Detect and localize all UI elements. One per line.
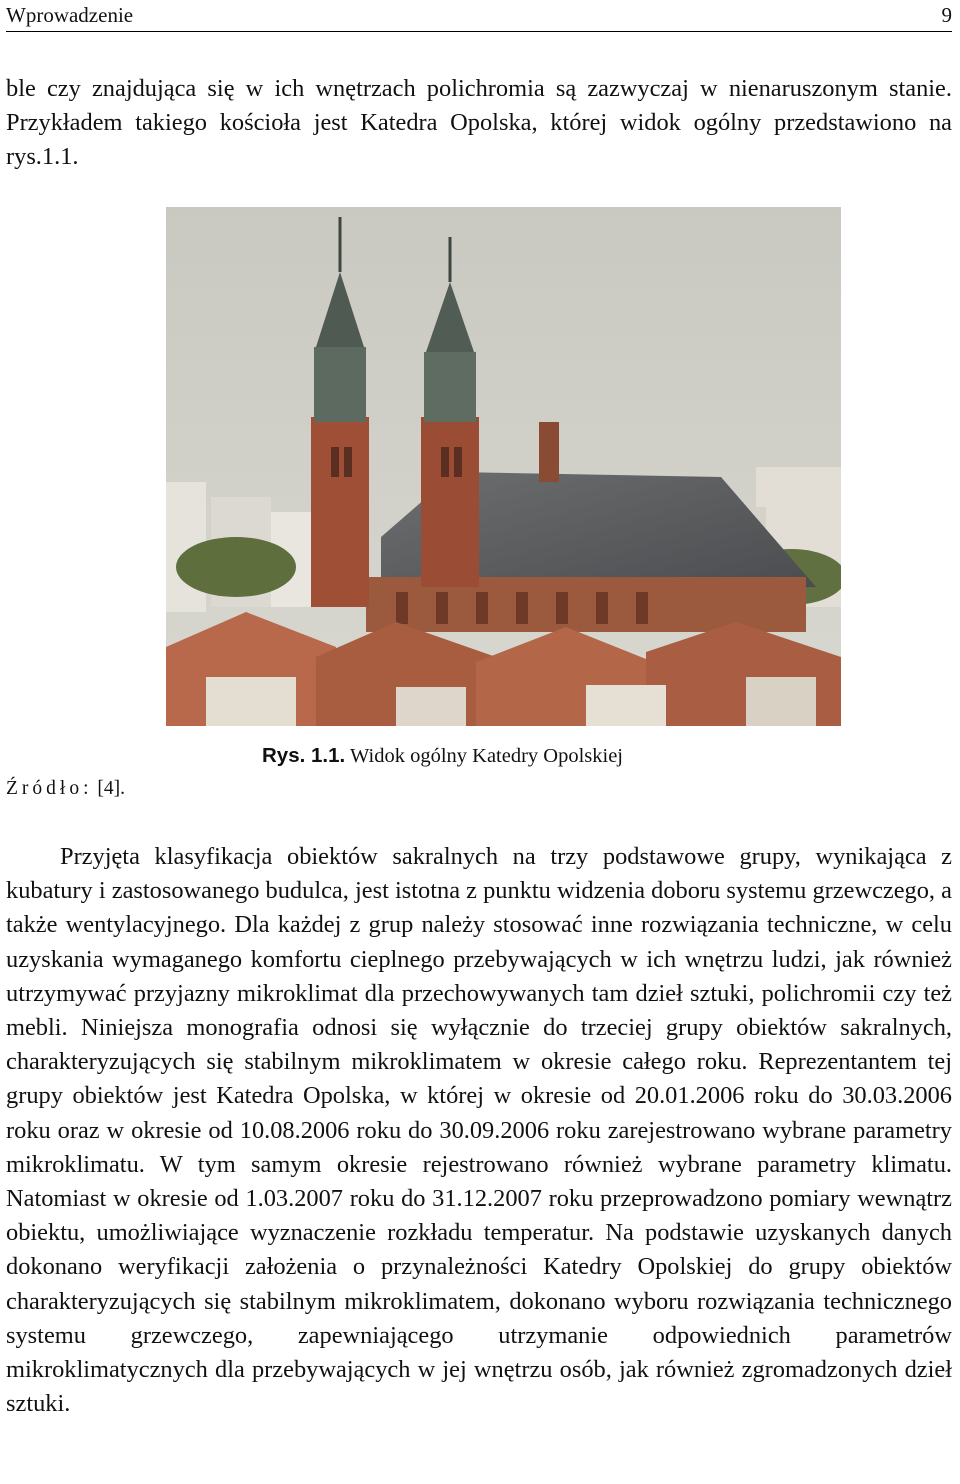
figure-source	[6, 778, 125, 800]
page-number: 9	[941, 3, 952, 27]
source-reference: [4].	[97, 778, 125, 799]
header-section-title: Wprowadzenie	[6, 3, 134, 27]
intro-paragraph: ble czy znajdująca się w ich wnętrzach polichromia są zazwyczaj w nienaruszonym stanie. Przykładem takiego kościoła jest Katedra Opolska, której widok ogólny przedstawiono na rys.1.1.	[6, 75, 952, 171]
figure-caption-label: Rys. 1.1.	[262, 744, 346, 767]
running-header	[6, 0, 952, 32]
figure-caption	[262, 744, 623, 768]
source-label: Źródło:	[6, 778, 93, 799]
cathedral-photo	[166, 207, 841, 726]
figure-caption-text: Widok ogólny Katedry Opolskiej	[349, 745, 624, 767]
main-paragraph: Przyjęta klasyfikacja obiektów sakralnych na trzy podstawowe grupy, wynikająca z kubatury i zastosowanego budulca, jest istotna z punktu widzenia doboru systemu grzewczego, a także wentylacyjnego. Dla każdej z grup należy stosować inne rozwiązania techniczne, w celu uzyskania wymaganego komfortu cieplnego przebywających w ich wnętrzu ludzi, jak również utrzymywać przyjazny mikroklimat dla przechowywanych tam dzieł sztuki, polichromii czy też mebli. Niniejsza monografia odnosi się wyłącznie do trzeciej grupy obiektów sakralnych, charakteryzujących się stabilnym mikroklimatem w okresie całego roku. Reprezentantem tej grupy obiektów jest Katedra Opolska, w której w okresie od 20.01.2006 roku do 30.03.2006 roku oraz w okresie od 10.08.2006 roku do 30.09.2006 roku zarejestrowano wybrane parametry mikroklimatu. W tym samym okresie rejestrowano również wybrane parametry klimatu. Natomiast w okresie od 1.03.2007 roku do 31.12.2007 roku przeprowadzono pomiary wewnątrz obiektu, umożliwiające wyznaczenie rozkładu temperatur. Na podstawie uzyskanych danych dokonano weryfikacji założenia o przynależności Katedry Opolskiej do grupy obiektów charakteryzujących się stabilnym mikroklimatem, dokonano wyboru rozwiązania technicznego systemu grzewczego, zapewniającego utrzymanie odpowiednich parametrów mikroklimatycznych dla przebywających w jej wnętrzu osób, jak również zgromadzonych dzieł sztuki.	[6, 843, 952, 1418]
